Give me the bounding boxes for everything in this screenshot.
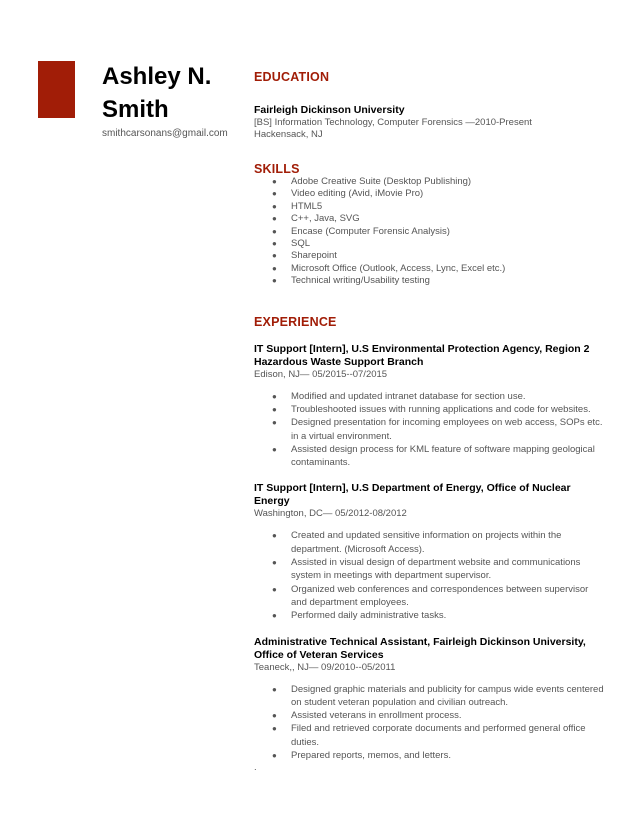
list-item <box>254 722 604 749</box>
skill-item-text: Encase (Computer Forensic Analysis) <box>291 225 450 237</box>
job-title: IT Support [Intern], U.S Environmental Protection Agency, Region 2 Hazardous Waste Support Branch <box>254 342 590 368</box>
bullet-icon: ● <box>272 226 277 236</box>
trailing-mark: . <box>254 762 257 774</box>
name-line-2: Smith <box>102 96 169 123</box>
degree: [BS] Information Technology, Computer Forensics —2010-Present <box>254 117 532 128</box>
job-meta: Teaneck,, NJ— 09/2010--05/2011 <box>254 661 396 673</box>
bullet-icon: ● <box>272 177 277 186</box>
bullet-icon: ● <box>272 584 277 594</box>
resume-main <box>254 70 604 774</box>
bullet-icon: ● <box>272 251 277 261</box>
list-item-text: Filed and retrieved corporate documents and performed general office duties. <box>291 723 586 748</box>
skill-item-text: Microsoft Office (Outlook, Access, Lync, Excel etc.) <box>291 262 506 274</box>
list-item <box>254 443 604 470</box>
bullet-icon: ● <box>272 239 277 249</box>
skill-item <box>254 188 604 200</box>
list-item-text: Assisted in visual design of department website and communications system in meetings with department supervisor. <box>291 557 581 582</box>
list-item <box>254 709 604 722</box>
name-line-1: Ashley N. <box>102 63 212 90</box>
school-name: Fairleigh Dickinson University <box>254 104 405 116</box>
list-item <box>254 529 604 556</box>
list-item <box>254 556 604 583</box>
skill-item <box>254 176 604 188</box>
list-item <box>254 583 604 610</box>
skills-heading: SKILLS <box>254 162 300 176</box>
skill-item <box>254 275 604 287</box>
skill-item <box>254 226 604 238</box>
list-item-text: Designed presentation for incoming employees on web access, SOPs etc. in a virtual environment. <box>291 417 603 442</box>
bullet-icon: ● <box>272 276 277 286</box>
skill-item-text: Video editing (Avid, iMovie Pro) <box>291 188 424 200</box>
job-meta: Washington, DC— 05/2012-08/2012 <box>254 508 407 520</box>
email-link[interactable]: smithcarsonans@gmail.com <box>102 128 228 139</box>
bullet-icon: ● <box>272 391 277 401</box>
bullet-icon: ● <box>272 418 277 428</box>
list-item-text: Prepared reports, memos, and letters. <box>291 750 451 761</box>
bullet-icon: ● <box>272 751 277 760</box>
list-item <box>254 403 604 416</box>
skill-item <box>254 263 604 275</box>
job-bullets <box>254 529 604 622</box>
bullet-icon: ● <box>272 724 277 734</box>
skill-item-text: HTML5 <box>291 200 323 212</box>
list-item-text: Created and updated sensitive information on projects within the department. (Microsoft Access). <box>291 530 562 555</box>
bullet-icon: ● <box>272 404 277 414</box>
job-title: Administrative Technical Assistant, Fairleigh Dickinson University, Office of Veteran Services <box>254 635 586 661</box>
list-item-text: Organized web conferences and correspondences between supervisor and department employees. <box>291 583 589 608</box>
bullet-icon: ● <box>272 263 277 273</box>
bullet-icon: ● <box>272 201 277 211</box>
education-heading: EDUCATION <box>254 70 330 84</box>
bullet-icon: ● <box>272 214 277 224</box>
bullet-icon: ● <box>272 558 277 568</box>
skill-item-text: C++, Java, SVG <box>291 213 360 225</box>
skill-item <box>254 250 604 262</box>
bullet-icon: ● <box>272 711 277 721</box>
job-meta: Edison, NJ— 05/2015--07/2015 <box>254 368 388 380</box>
experience-heading: EXPERIENCE <box>254 314 337 329</box>
bullet-icon: ● <box>272 611 277 621</box>
list-item-text: Designed graphic materials and publicity for campus wide events centered on student veteran population and civilian outreach. <box>291 683 604 708</box>
list-item <box>254 390 604 403</box>
candidate-name <box>102 60 242 126</box>
list-item-text: Assisted veterans in enrollment process. <box>291 710 462 722</box>
bullet-icon: ● <box>272 684 277 694</box>
list-item-text: Performed daily administrative tasks. <box>291 610 447 622</box>
list-item-text: Modified and updated intranet database for section use. <box>291 390 526 402</box>
list-item-text: Assisted design process for KML feature of software mapping geological contaminants. <box>291 443 595 469</box>
bullet-icon: ● <box>272 189 277 199</box>
skills-list <box>254 176 604 288</box>
skill-item <box>254 238 604 250</box>
skill-item-text: Sharepoint <box>291 250 337 262</box>
job-bullets <box>254 390 604 470</box>
school-location: Hackensack, NJ <box>254 129 323 140</box>
bullet-icon: ● <box>272 531 277 541</box>
job-1 <box>254 343 604 470</box>
skill-item <box>254 213 604 225</box>
skill-item-text: Technical writing/Usability testing <box>291 275 430 287</box>
list-item <box>254 749 604 762</box>
accent-block <box>38 61 75 118</box>
skill-item <box>254 201 604 213</box>
job-3 <box>254 636 604 763</box>
list-item <box>254 609 604 622</box>
list-item <box>254 683 604 710</box>
bullet-icon: ● <box>272 444 277 454</box>
list-item-text: Troubleshooted issues with running applications and code for websites. <box>291 403 591 415</box>
list-item <box>254 416 604 443</box>
skill-item-text: SQL <box>291 238 311 250</box>
job-bullets <box>254 683 604 763</box>
skill-item-text: Adobe Creative Suite (Desktop Publishing) <box>291 176 472 187</box>
job-2 <box>254 482 604 622</box>
job-title: IT Support [Intern], U.S Department of Energy, Office of Nuclear Energy <box>254 482 571 508</box>
